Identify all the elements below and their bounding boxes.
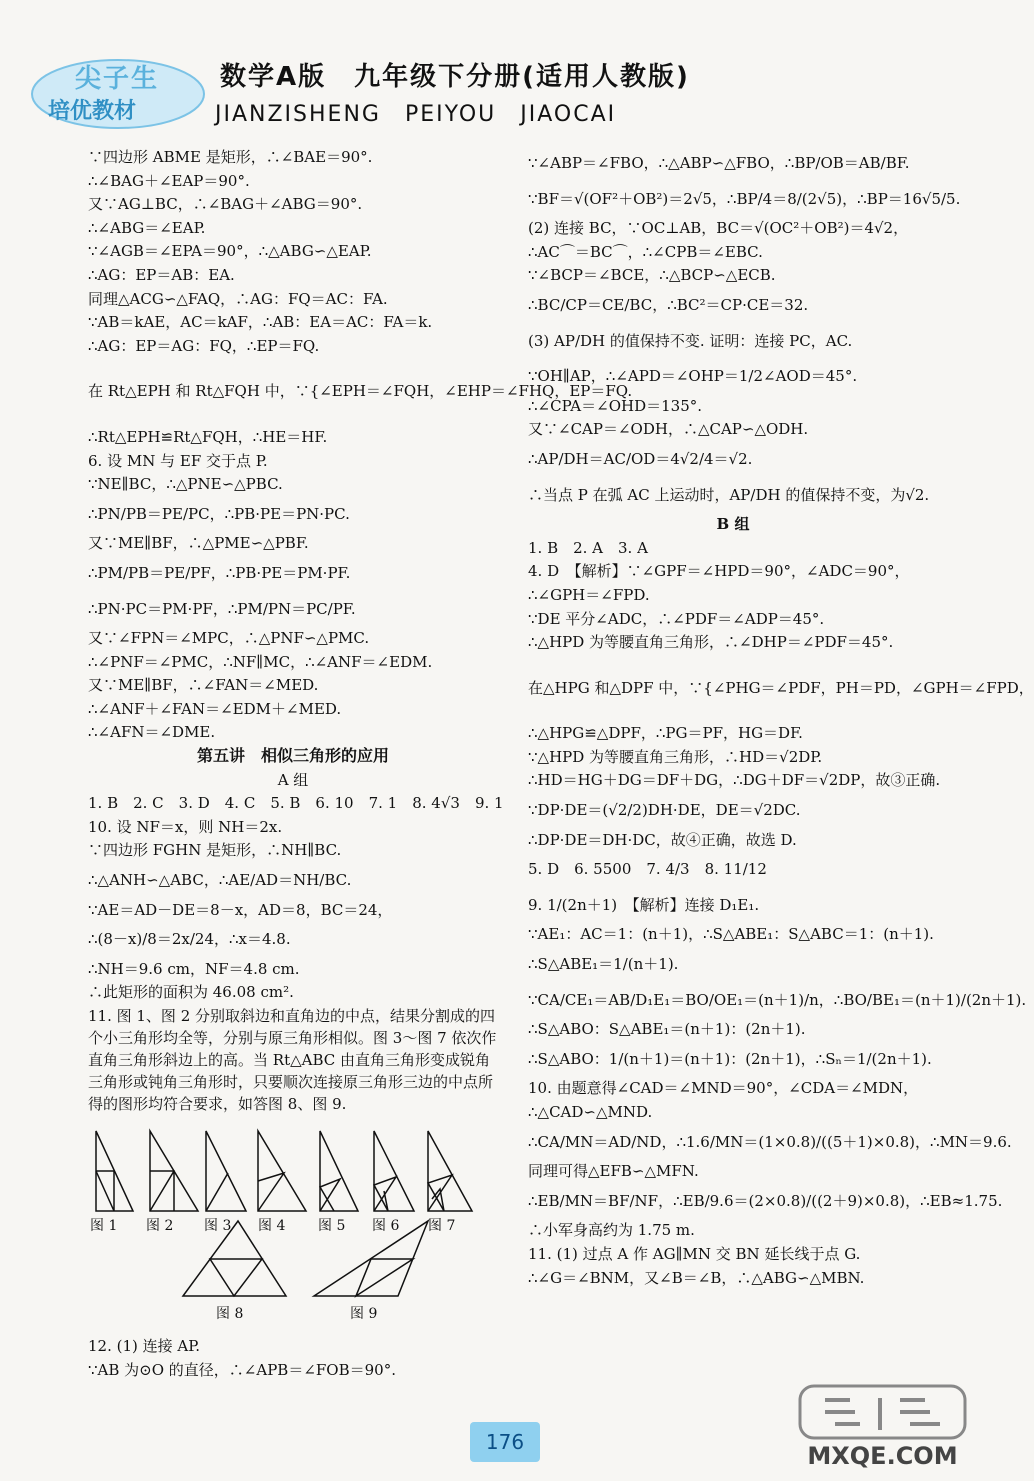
- header-title: 数学A版 九年级下分册(适用人教版): [220, 62, 690, 92]
- text-line: ∴小军身高约为 1.75 m.: [528, 1221, 695, 1240]
- answer-line: 1. B 2. C 3. D 4. C 5. B 6. 10 7. 1 8. 4√3 9. 1: [88, 794, 504, 813]
- text-line: ∴∠ABG＝∠EAP.: [88, 218, 206, 237]
- text-line: 11. (1) 过点 A 作 AG∥MN 交 BN 延长线于点 G.: [528, 1244, 861, 1263]
- text-line: ∴△HPD 为等腰直角三角形，∴∠DHP＝∠PDF＝45°.: [528, 633, 894, 652]
- figure-label: 图 9: [350, 1306, 378, 1322]
- text-line: ∵CA/CE₁＝AB/D₁E₁＝BO/OE₁＝(n＋1)/n，∴BO/BE₁＝(n＋1)/(2n＋1).: [528, 990, 1027, 1009]
- text-line: (3) AP/DH 的值保持不变. 证明：连接 PC，AC.: [528, 331, 853, 350]
- header-subtitle: JIANZISHENG PEIYOU JIAOCAI: [215, 102, 617, 127]
- text-line: ∵AB 为⊙O 的直径，∴∠APB＝∠FOB＝90°.: [88, 1360, 396, 1379]
- watermark: [780, 1380, 985, 1475]
- text-line: ∵DP·DE＝(√2/2)DH·DE，DE＝√2DC.: [528, 801, 801, 820]
- text-line: ∴∠AFN＝∠DME.: [88, 723, 216, 742]
- text-line: ∵OH∥AP，∴∠APD＝∠OHP＝1/2∠AOD＝45°.: [528, 367, 858, 386]
- figure-label: 图 2: [146, 1218, 174, 1234]
- logo-line1: 尖子生: [74, 64, 159, 94]
- right-column: [528, 146, 1034, 1290]
- text-line: ∴DP·DE＝DH·DC，故④正确，故选 D.: [528, 830, 797, 849]
- figure-label: 图 5: [318, 1218, 346, 1234]
- text-line: ∴S△ABE₁＝1/(n＋1).: [528, 955, 679, 974]
- answer-line: 1. B 2. A 3. A: [528, 538, 648, 557]
- text-line: ∴∠GPH＝∠FPD.: [528, 585, 650, 604]
- text-line: ∴此矩形的面积为 46.08 cm².: [88, 983, 294, 1002]
- text-line: ∴∠CPA＝∠OHD＝135°.: [528, 396, 703, 415]
- text-line: 又∵∠CAP＝∠ODH，∴△CAP∽△ODH.: [528, 420, 809, 439]
- text-line: ∴AG：EP＝AG：FQ，∴EP＝FQ.: [88, 336, 320, 355]
- text-line: ∴PN·PC＝PM·PF，∴PM/PN＝PC/PF.: [88, 599, 356, 618]
- text-line: ∵△HPD 为等腰直角三角形，∴HD＝√2DP.: [528, 747, 823, 766]
- figure-label: 图 7: [428, 1218, 456, 1234]
- text-line: ∴PN/PB＝PE/PC，∴PB·PE＝PN·PC.: [88, 504, 350, 523]
- text-line: ∵四边形 ABME 是矩形，∴∠BAE＝90°.: [88, 148, 373, 166]
- text-line: ∴AC⌒＝BC⌒，∴∠CPB＝∠EBC.: [528, 242, 763, 261]
- text-line: ∴NH＝9.6 cm，NF＝4.8 cm.: [88, 959, 300, 978]
- text-line: (2) 连接 BC，∵OC⊥AB，BC＝√(OC²＋OB²)＝4√2，: [528, 219, 909, 238]
- text-line: ∴△CAD∽△MND.: [528, 1103, 653, 1121]
- logo-line2: 培优教材: [48, 99, 137, 124]
- text-line: 10. 由题意得∠CAD＝∠MND＝90°，∠CDA＝∠MDN，: [528, 1079, 919, 1098]
- text-line: 在△HPG 和△DPF 中，∵{∠PHG＝∠PDF，PH＝PD，∠GPH＝∠FPD，: [528, 678, 1034, 697]
- text-line: ∴S△ABO：S△ABE₁＝(n＋1)：(2n＋1).: [528, 1020, 806, 1039]
- text-line: 4. D 【解析】∵∠GPF＝∠HPD＝90°，∠ADC＝90°，: [528, 562, 910, 581]
- text-line: ∴(8－x)/8＝2x/24，∴x＝4.8.: [88, 930, 291, 949]
- text-line: ∵BF＝√(OF²＋OB²)＝2√5，∴BP/4＝8/(2√5)，∴BP＝16√5/5.: [528, 189, 961, 208]
- publisher-logo: [28, 58, 206, 130]
- text-line: ∴EB/MN＝BF/NF，∴EB/9.6＝(2×0.8)/((2＋9)×0.8)，∴EB≈1.75.: [528, 1191, 1003, 1210]
- text-line: ∵∠BCP＝∠BCE，∴△BCP∽△ECB.: [528, 266, 776, 285]
- text-line: ∴HD＝HG＋DG＝DF＋DG，∴DG＋DF＝√2DP，故③正确.: [528, 771, 941, 790]
- text-line: ∴AP/DH＝AC/OD＝4√2/4＝√2.: [528, 449, 753, 468]
- text-line: 同理可得△EFB∽△MFN.: [528, 1162, 699, 1181]
- text-line: 又∵ME∥BF，∴∠FAN＝∠MED.: [88, 676, 319, 695]
- text-line: ∵∠AGB＝∠EPA＝90°，∴△ABG∽△EAP.: [88, 242, 372, 261]
- text-line: 又∵∠FPN＝∠MPC，∴△PNF∽△PMC.: [88, 629, 370, 648]
- text-line: 12. (1) 连接 AP.: [88, 1337, 201, 1355]
- text-line: ∵AB＝kAE，AC＝kAF，∴AB：EA＝AC：FA＝k.: [88, 313, 433, 332]
- text-line: 同理△ACG∽△FAQ，∴AG：FQ＝AC：FA.: [88, 289, 388, 308]
- text-line: ∵四边形 FGHN 是矩形，∴NH∥BC.: [88, 841, 342, 860]
- figure-label: 图 4: [258, 1218, 286, 1234]
- section-heading: 第五讲 相似三角形的应用: [196, 746, 389, 766]
- figure-label: 图 8: [216, 1306, 244, 1322]
- group-heading: A 组: [277, 770, 309, 789]
- text-line: ∴S△ABO：1/(n＋1)＝(n＋1)：(2n＋1)，∴Sₙ＝1/(2n＋1).: [528, 1049, 932, 1068]
- text-line: ∴当点 P 在弧 AC 上运动时，AP/DH 的值保持不变，为√2.: [528, 485, 930, 504]
- text-line: 又∵AG⊥BC，∴∠BAG＋∠ABG＝90°.: [88, 195, 363, 214]
- text-line: ∵DE 平分∠ADC，∴∠PDF＝∠ADP＝45°.: [528, 609, 825, 628]
- text-line: ∴∠ANF＋∠FAN＝∠EDM＋∠MED.: [88, 699, 342, 718]
- page-number: 176: [470, 1422, 540, 1462]
- text-line: ∴△HPG≌△DPF，∴PG＝PF，HG＝DF.: [528, 724, 803, 743]
- watermark-stamp-icon: [780, 1380, 985, 1442]
- text-line: ∵AE₁：AC＝1：(n＋1)，∴S△ABE₁：S△ABC＝1：(n＋1).: [528, 925, 934, 944]
- text-line: ∴∠PNF＝∠PMC，∴NF∥MC，∴∠ANF＝∠EDM.: [88, 652, 433, 671]
- figure-label: 图 6: [372, 1218, 400, 1234]
- text-line: 又∵ME∥BF，∴△PME∽△PBF.: [88, 534, 309, 553]
- text-line: ∴∠BAG＋∠EAP＝90°.: [88, 171, 250, 190]
- text-line: ∴BC/CP＝CE/BC，∴BC²＝CP·CE＝32.: [528, 295, 809, 314]
- text-line: ∴Rt△EPH≌Rt△FQH，∴HE＝HF.: [88, 427, 328, 446]
- text-line: ∴AG：EP＝AB：EA.: [88, 265, 235, 284]
- figures-block: [88, 1121, 498, 1331]
- figure-label: 图 3: [204, 1218, 232, 1234]
- text-line: ∵∠ABP＝∠FBO，∴△ABP∽△FBO，∴BP/OB＝AB/BF.: [528, 154, 910, 172]
- text-line: ∴△ANH∽△ABC，∴AE/AD＝NH/BC.: [88, 871, 352, 890]
- text-line: ∵AE＝AD－DE＝8－x，AD＝8，BC＝24，: [88, 900, 393, 919]
- answer-line: 5. D 6. 5500 7. 4/3 8. 11/12: [528, 860, 767, 879]
- text-line: 9. 1/(2n＋1) 【解析】连接 D₁E₁.: [528, 895, 760, 914]
- text-line: ∴CA/MN＝AD/ND，∴1.6/MN＝(1×0.8)/((5＋1)×0.8)，∴MN＝9.6.: [528, 1132, 1012, 1151]
- paragraph: 11. 图 1、图 2 分别取斜边和直角边的中点，结果分割成的四个小三角形均全等，分别与原三角形相似。图 3～图 7 依次作直角三角形斜边上的高。当 Rt△ABC 由直角三角形变成锐角三角形或钝角三角形时，只要顺次连接原三角形三边的中点所得的图形均符合要求，如答图 8、图 9.: [88, 1007, 497, 1113]
- watermark-text: MXQE.COM: [807, 1442, 958, 1470]
- text-line: ∴∠G＝∠BNM，又∠B＝∠B，∴△ABG∽△MBN.: [528, 1268, 865, 1287]
- text-line: ∵NE∥BC，∴△PNE∽△PBC.: [88, 475, 283, 494]
- text-line: ∴PM/PB＝PE/PF，∴PB·PE＝PM·PF.: [88, 563, 351, 582]
- text-line: 10. 设 NF＝x，则 NH＝2x.: [88, 817, 283, 836]
- group-heading: B 组: [716, 515, 750, 534]
- figure-label: 图 1: [90, 1218, 118, 1234]
- text-line: 6. 设 MN 与 EF 交于点 P.: [88, 451, 268, 470]
- text-line: 在 Rt△EPH 和 Rt△FQH 中，∵{∠EPH＝∠FQH，∠EHP＝∠FHQ，EP＝FQ.: [88, 382, 633, 401]
